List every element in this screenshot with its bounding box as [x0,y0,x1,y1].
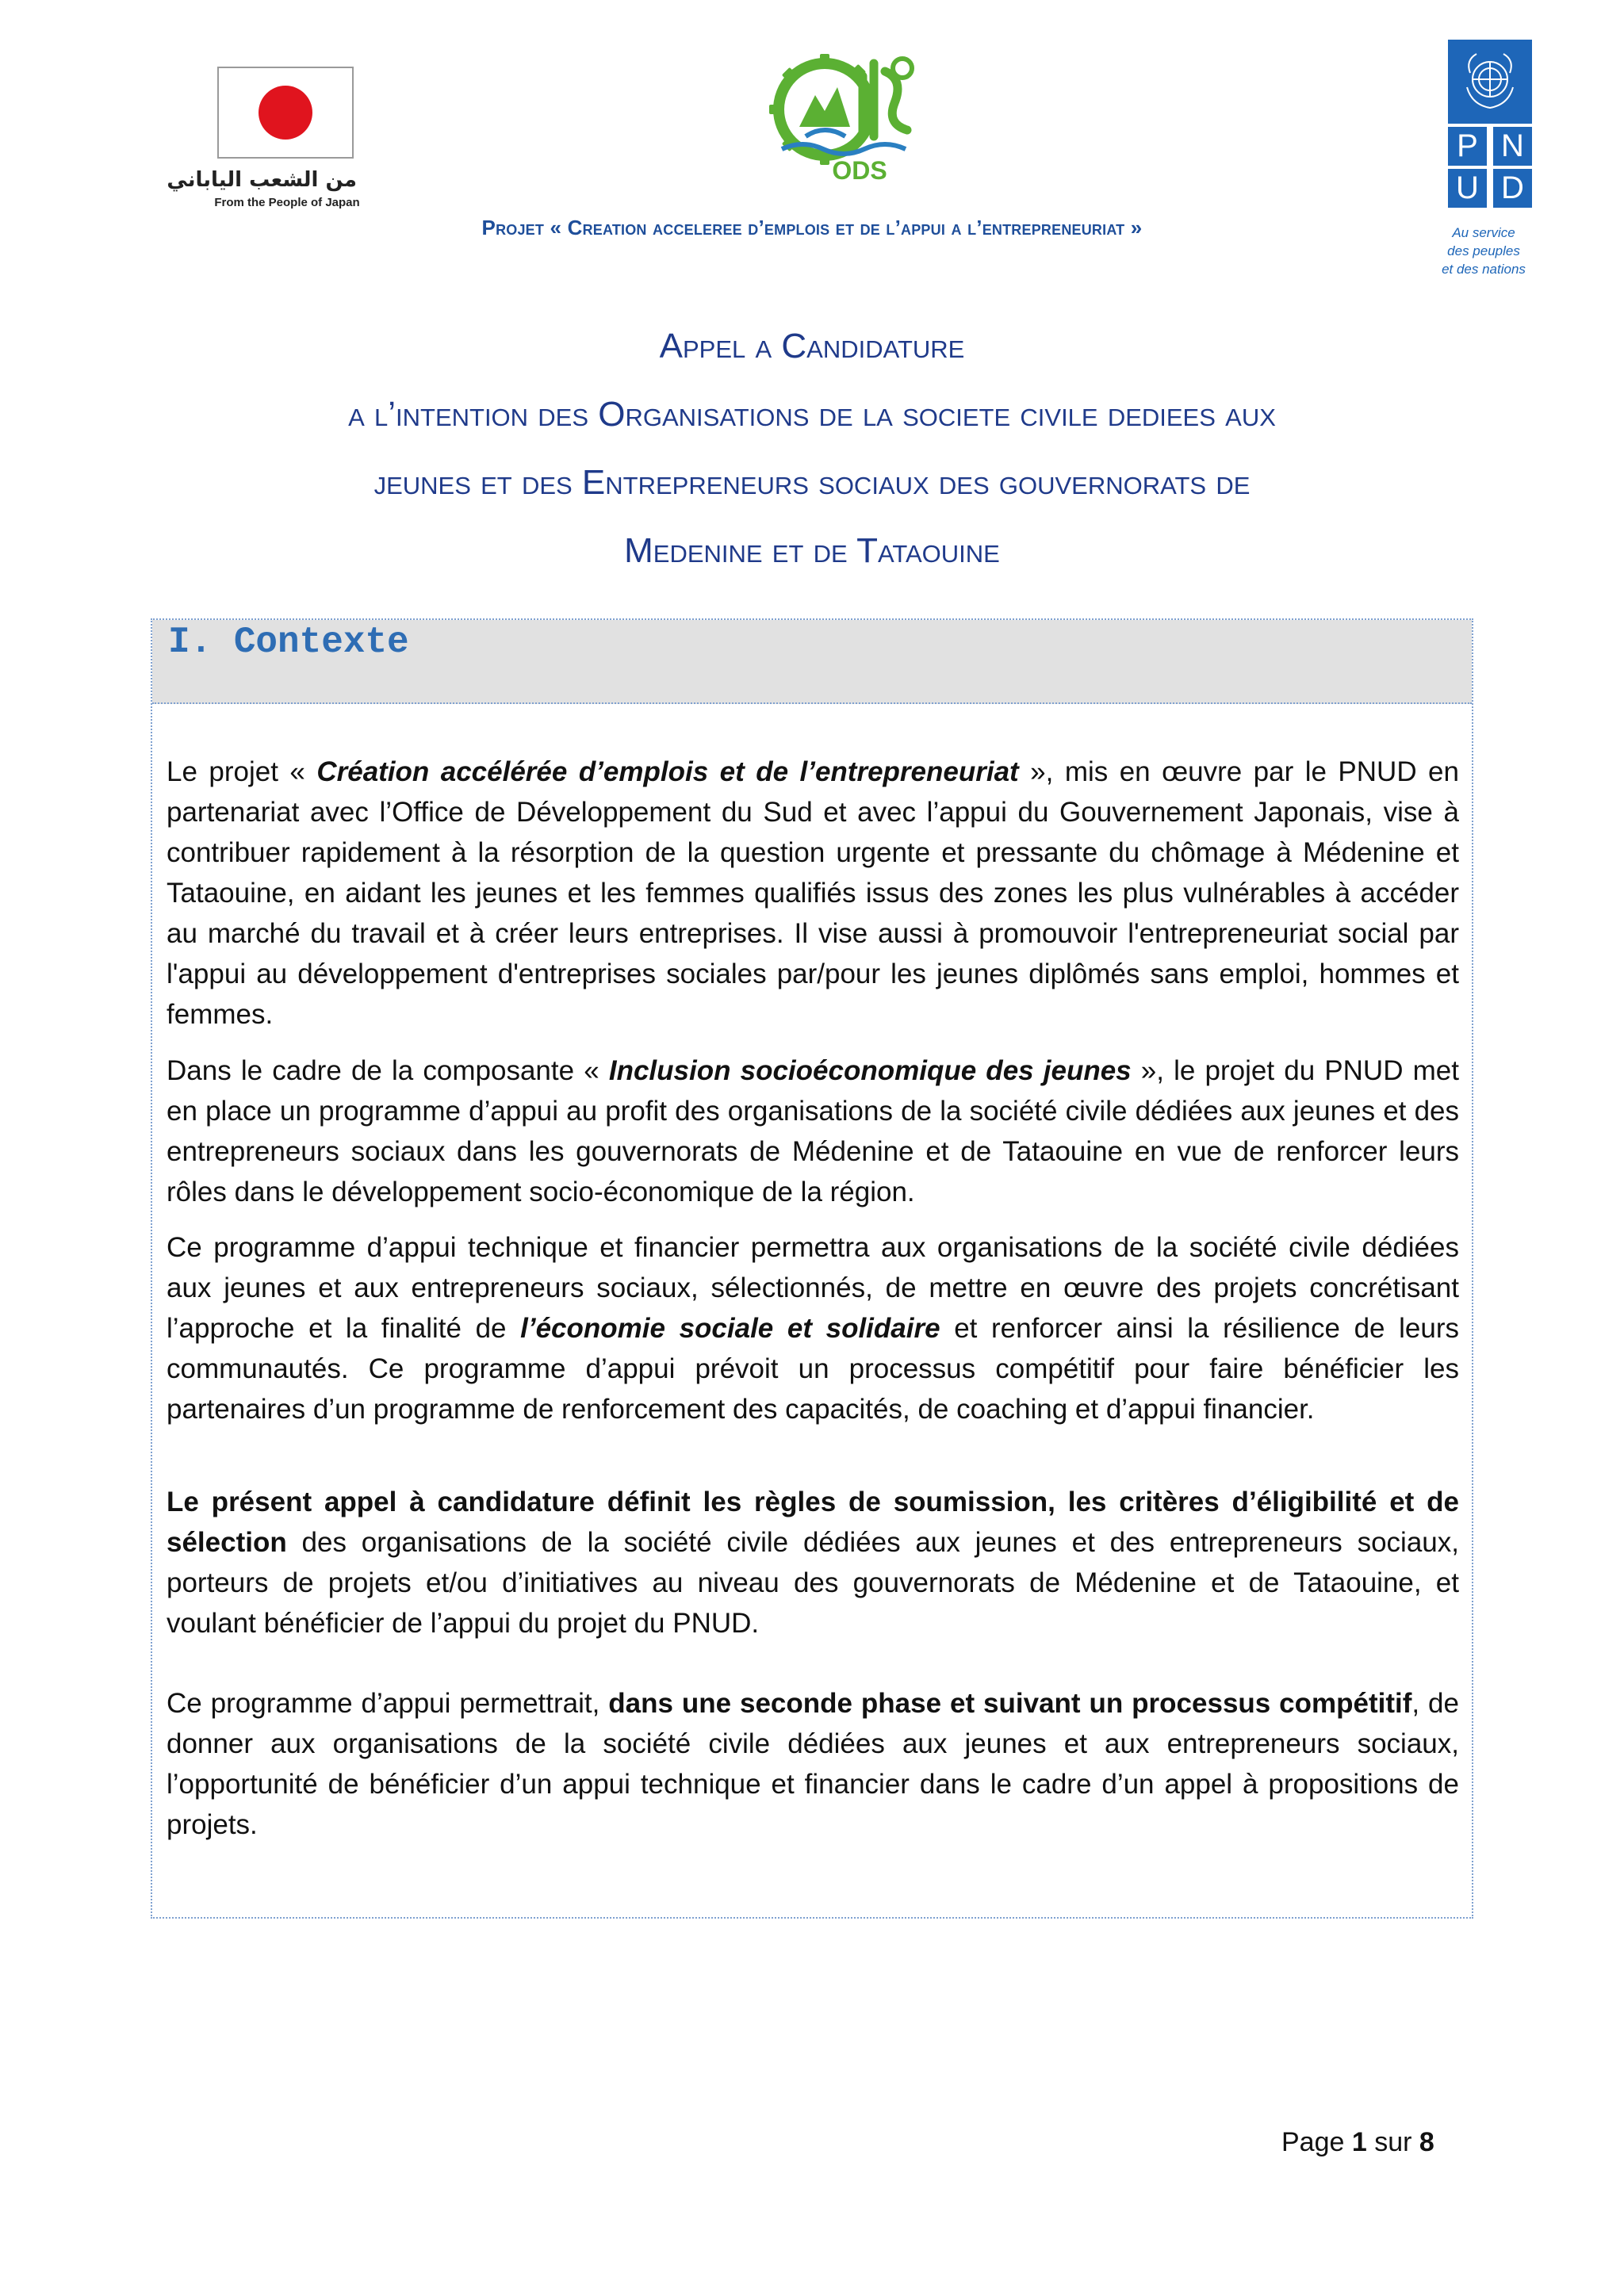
page-title-line-1: Appel a Candidature [659,327,965,365]
project-title: Projet « Creation acceleree d’emplois et de l’appui a l’entrepreneuriat » [481,216,1143,239]
paragraph-segment: , de donner aux organisations de la société civile dédiées aux jeunes et aux entrepreneurs sociaux, l’opportunité de bénéficier d’un appui technique et financier dans le cadre d’un appel à propositions de projets. [167,1688,1459,1840]
paragraph-segment: Inclusion socioéconomique des jeunes [608,1055,1132,1086]
paragraph-segment: des organisations de la société civile dédiées aux jeunes et des entrepreneurs sociaux, porteurs de projets et/ou d’initiatives au niveau des gouvernorats de Médenine et de Tataouine, et voulant bénéficier de l’appui du projet du PNUD. [167,1527,1459,1639]
page-number: Page 1 sur 8 [1281,2127,1434,2157]
section-title: I. Contexte [168,622,409,663]
paragraph-segment: Ce programme d’appui technique et financier permettra aux organisations de la société civile dédiées aux jeunes et aux entrepreneurs sociaux, sélectionnés, de mettre en œuvre des projets concrétisant l’approche et la finalité de [167,1232,1459,1344]
japan-logo [167,67,360,214]
ods-emblem-icon [768,48,923,184]
paragraph-segment: Ce programme d’appui permettrait, [167,1688,609,1719]
page-title-line-4: Medenine et de Tataouine [624,531,1000,570]
page-title-line-3: jeunes et des Entrepreneurs sociaux des gouvernorats de [373,463,1251,502]
paragraph-2 [167,1050,1459,1212]
pnud-logo [1442,40,1532,277]
un-emblem-icon [1448,40,1532,124]
pnud-letter-u: U [1448,169,1487,208]
paragraph-5 [167,1683,1459,1845]
page-title-line-2: a l’intention des Organisations de la societe civile dediees aux [348,395,1276,434]
ods-logo-text: ODS [832,156,887,184]
pnud-letter-p: P [1448,127,1487,166]
paragraph-segment: l’économie sociale et solidaire [520,1313,940,1344]
paragraph-segment: dans une seconde phase et suivant un processus compétitif [608,1688,1412,1719]
paragraph-segment: Dans le cadre de la composante « [167,1055,609,1086]
paragraph-segment: Le présent appel à candidature définit les règles de soumission, les critères d’éligibilité et de sélection [167,1487,1459,1558]
paragraph-4 [167,1482,1459,1644]
japan-flag-icon [217,67,354,159]
paragraph-segment: », le projet du PNUD met en place un programme d’appui au profit des organisations de la société civile dédiées aux jeunes et des entrepreneurs sociaux dans les gouvernorats de Médenine et de Tataouine en vue de renforcer leurs rôles dans le développement socio-économique de la région. [167,1055,1459,1207]
paragraph-segment: et renforcer ainsi la résilience de leurs communautés. Ce programme d’appui prévoit un processus compétitif pour faire bénéficier les partenaires d’un programme de renforcement des capacités, de coaching et d’appui financier. [167,1313,1460,1425]
ods-logo [768,48,923,184]
paragraph-1 [167,752,1459,1035]
paragraph-segment: », mis en œuvre par le PNUD en partenariat avec l’Office de Développement du Sud et avec l’appui du Gouvernement Japonais, vise à contribuer rapidement à la résorption de la question urgente et pressante du chômage à Médenine et Tataouine, en aidant les jeunes et les femmes qualifiés issus des zones les plus vulnérables à accéder au marché du travail et à créer leurs entreprises. Il vise aussi à promouvoir l'entrepreneuriat social par l'appui au développement d'entreprises sociales par/pour les jeunes diplômés sans emploi, hommes et femmes. [167,756,1459,1030]
paragraph-segment: Création accélérée d’emplois et de l’entrepreneuriat [316,756,1019,787]
pnud-tagline: Au service des peuples et des nations [1442,225,1526,277]
paragraph-3 [167,1227,1459,1429]
paragraph-segment: Le projet « [167,756,317,787]
japan-logo-english-text: From the People of Japan [214,196,360,209]
pnud-letter-n: N [1493,127,1532,166]
pnud-letter-d: D [1493,169,1532,208]
japan-logo-arabic-text: من الشعب الياباني [167,168,357,192]
